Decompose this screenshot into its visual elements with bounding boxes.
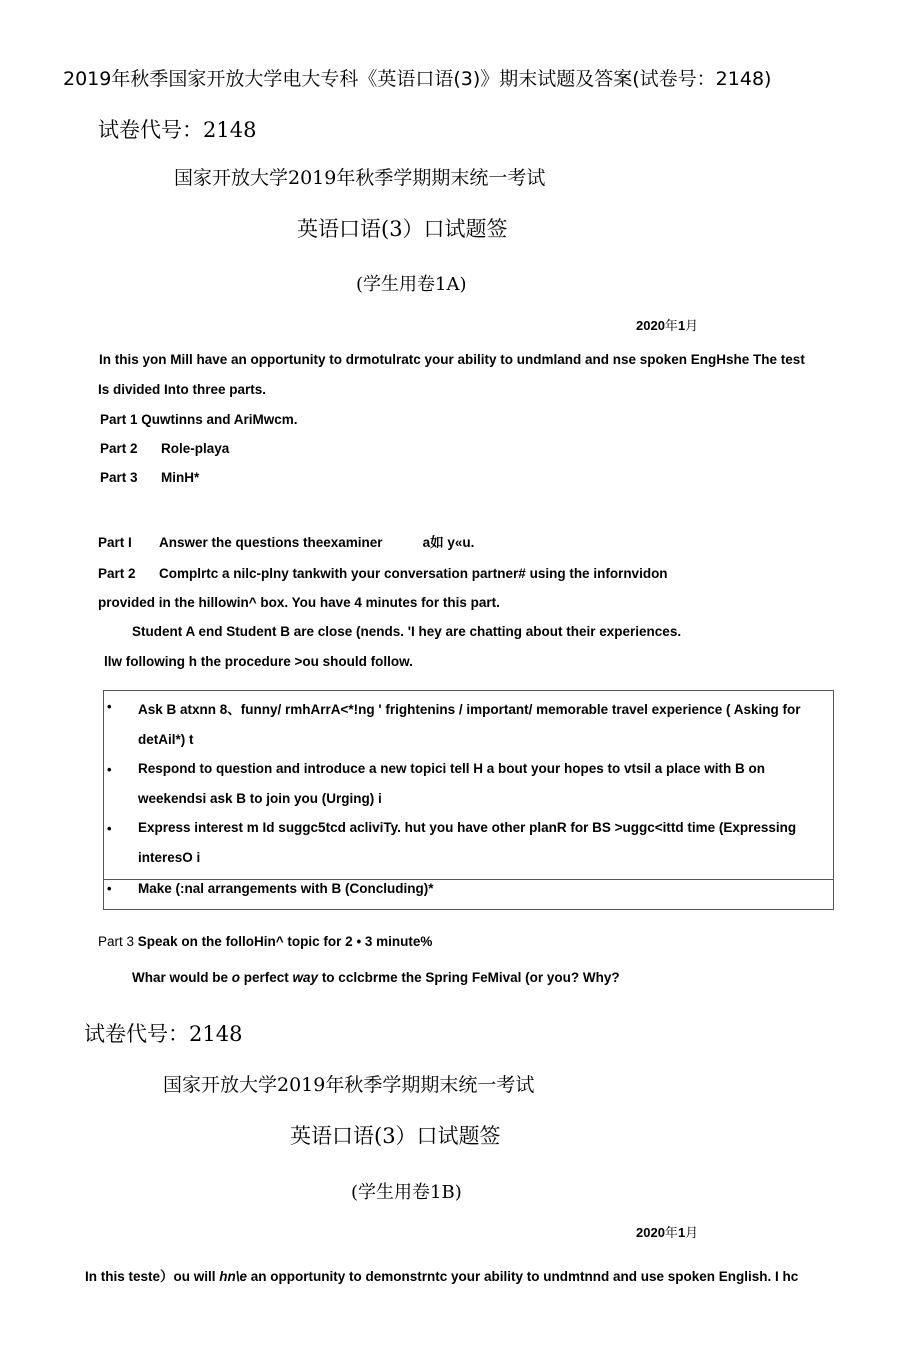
task-item: Ask B atxnn 8、funny/ rmhArrA<*!ng ' frightenins / important/ memorable travel experience ( Asking for (138, 702, 801, 717)
task-box (103, 690, 834, 910)
intro-line: Is divided Into three parts. (98, 382, 267, 397)
part2-instruction-cont: provided in the hillowin^ box. You have 4 minutes for this part. (98, 595, 500, 610)
part3-instruction: Part 3 Speak on the folloHin^ topic for 2 • 3 minute% (98, 934, 433, 949)
part1-instruction: Part I Answer the questions theexaminer a如 y«u. (98, 535, 475, 550)
document-title: 2019年秋季国家开放大学电大专科《英语口语(3)》期末试题及答案(试卷号：2148) (63, 68, 772, 90)
paper-version: (学生用卷1B) (351, 1182, 462, 1203)
part-list-item: Part 1 Quwtinns and AriMwcm. (100, 412, 298, 427)
exam-date: 2020年1月 (636, 1225, 699, 1241)
part-list-item: Part 3 MinH* (100, 470, 200, 485)
exam-heading: 国家开放大学2019年秋季学期期末统一考试 (174, 167, 546, 189)
bullet-icon: • (107, 881, 112, 896)
task-item-cont: detAil*) t (138, 732, 194, 747)
exam-date: 2020年1月 (636, 318, 699, 334)
paper-code: 试卷代号：2148 (84, 1022, 243, 1046)
part2-instruction: Part 2 Complrtc a nilc-plny tankwith your conversation partner# using the infornvidon (98, 566, 668, 581)
intro-line: In this yon Mill have an opportunity to drmotulratc your ability to undmland and nse spoken EngHshe The test (99, 352, 805, 367)
task-item-cont: weekendsi ask B to join you (Urging) i (138, 791, 382, 806)
paper-version: (学生用卷1A) (356, 274, 467, 295)
exam-heading: 国家开放大学2019年秋季学期期末统一考试 (163, 1074, 535, 1096)
scenario-text: llw following h the procedure >ou should follow. (104, 654, 413, 669)
bullet-icon: • (107, 821, 112, 836)
part-list-item: Part 2 Role-playa (100, 441, 230, 456)
subject-title: 英语口语(3）口试题签 (290, 1124, 501, 1148)
intro-line: In this teste）ou will hn\e an opportunity to demonstrntc your ability to undmtnnd and use spoken English. I hc (85, 1269, 799, 1284)
bullet-icon: • (107, 762, 112, 777)
task-item-cont: interesO i (138, 850, 201, 865)
bullet-icon: • (107, 699, 112, 714)
task-item: Express interest m Id suggc5tcd acliviTy. hut you have other planR for BS >uggc<ittd time (Expressing (138, 820, 797, 835)
task-item: Respond to question and introduce a new topici tell H a bout your hopes to vtsil a place with B on (138, 761, 766, 776)
scenario-text: Student A end Student B are close (nends. 'I hey are chatting about their experiences. (132, 624, 682, 639)
box-divider (104, 879, 833, 880)
task-item: Make (:nal arrangements with B (Concluding)* (138, 881, 434, 896)
part3-topic: Whar would be o perfect way to cclcbrme the Spring FeMival (or you? Why? (132, 970, 620, 985)
paper-code: 试卷代号：2148 (98, 118, 257, 142)
subject-title: 英语口语(3）口试题签 (297, 217, 508, 241)
